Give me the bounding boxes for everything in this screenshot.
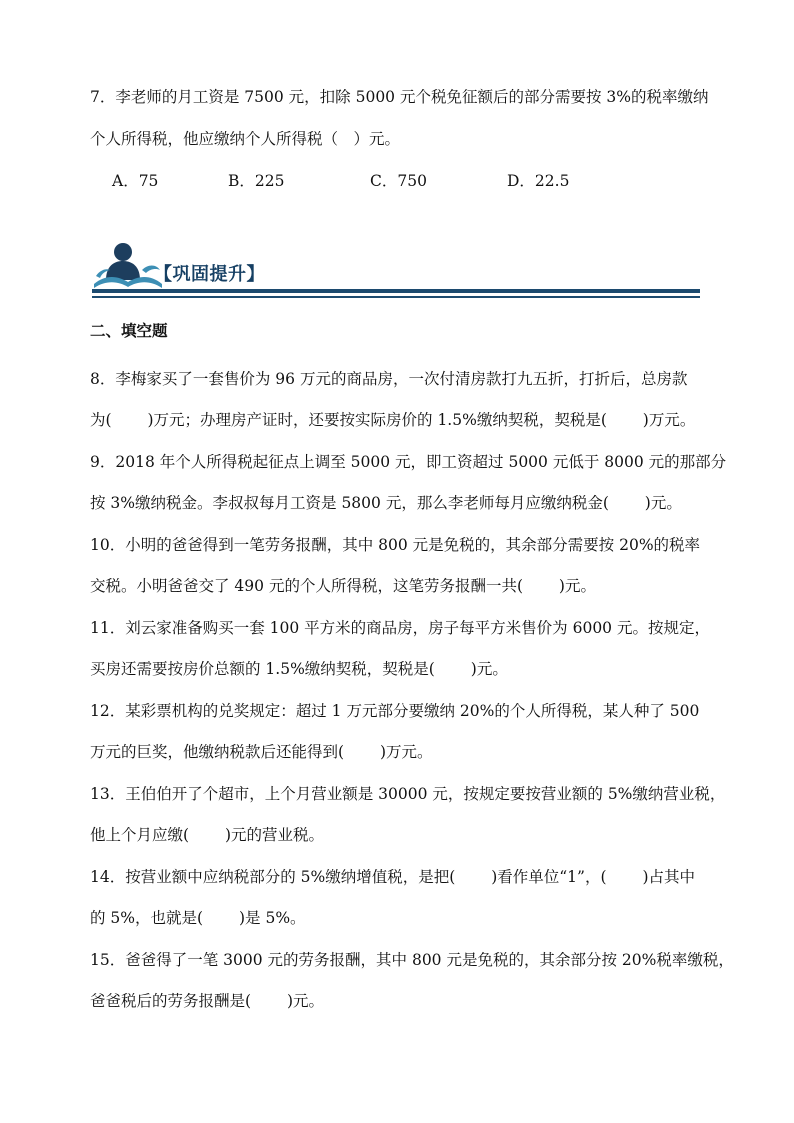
question-line: 交税。小明爸爸交了 490 元的个人所得税，这笔劳务报酬一共( )元。: [90, 577, 596, 595]
section-heading: 二、填空题: [90, 322, 168, 340]
banner-title: 【巩固提升】: [154, 264, 265, 285]
question-line: 的 5%，也就是( )是 5%。: [90, 909, 306, 927]
question-line: 12．某彩票机构的兑奖规定：超过 1 万元部分要缴纳 20%的个人所得税，某人种了 500: [90, 702, 700, 720]
option-b: B．225: [228, 172, 285, 190]
question-line: 他上个月应缴( )元的营业税。: [90, 826, 325, 844]
question-line: 14．按营业额中应纳税部分的 5%缴纳增值税，是把( )看作单位“1”，( )占其中: [90, 868, 695, 886]
question-line: 买房还需要按房价总额的 1.5%缴纳契税，契税是( )元。: [90, 660, 508, 678]
question-line: 为( )万元；办理房产证时，还要按实际房价的 1.5%缴纳契税，契税是( )万元。: [90, 411, 696, 429]
banner-rule-thin: [92, 296, 700, 298]
question-line: 8．李梅家买了一套售价为 96 万元的商品房，一次付清房款打九五折，打折后，总房款: [90, 370, 688, 388]
option-c: C．750: [370, 172, 427, 190]
question-line: 爸爸税后的劳务报酬是( )元。: [90, 992, 325, 1010]
question-line: 15．爸爸得了一笔 3000 元的劳务报酬，其中 800 元是免税的，其余部分按 20%税率缴税，: [90, 951, 734, 969]
option-a: A．75: [112, 172, 159, 190]
question-line: 13．王伯伯开了个超市，上个月营业额是 30000 元，按规定要按营业额的 5%缴纳营业税，: [90, 785, 726, 803]
question-7-line-1: 7．李老师的月工资是 7500 元，扣除 5000 元个税免征额后的部分需要按 3%的税率缴纳: [90, 88, 709, 106]
question-line: 9．2018 年个人所得税起征点上调至 5000 元，即工资超过 5000 元低于 8000 元的那部分: [90, 453, 727, 471]
question-line: 万元的巨奖，他缴纳税款后还能得到( )万元。: [90, 743, 433, 761]
banner-rule-thick: [92, 289, 700, 293]
option-d: D．22.5: [507, 172, 570, 190]
question-line: 11．刘云家准备购买一套 100 平方米的商品房，房子每平方米售价为 6000 元。按规定，: [90, 619, 710, 637]
question-line: 按 3%缴纳税金。李叔叔每月工资是 5800 元，那么李老师每月应缴纳税金( )元。: [90, 494, 682, 512]
question-line: 10．小明的爸爸得到一笔劳务报酬，其中 800 元是免税的，其余部分需要按 20%的税率: [90, 536, 701, 554]
question-7-line-2: 个人所得税，他应缴纳个人所得税（ ）元。: [90, 130, 401, 148]
section-banner: [92, 240, 700, 302]
